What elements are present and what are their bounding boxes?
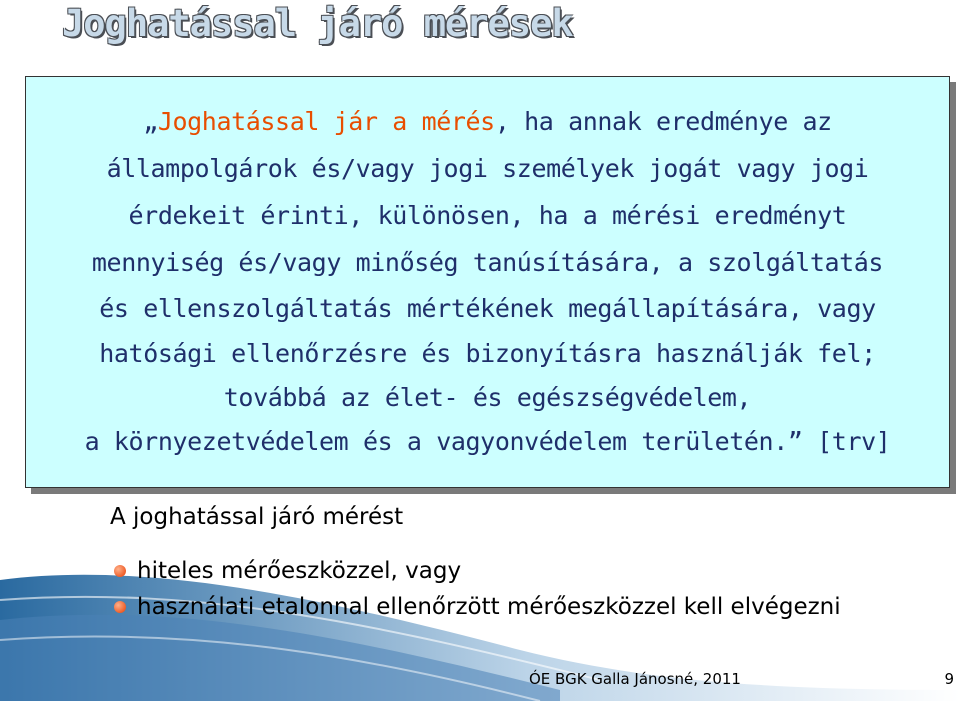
bullet-text: használati etalonnal ellenőrzött mérőeszközzel kell elvégezni [137,594,841,620]
list-item [112,553,841,589]
definition-line: mennyiség és/vagy minőség tanúsítására, a szolgáltatás [91,248,884,277]
definition-line: hatósági ellenőrzésre és bizonyításra használják fel; [99,339,876,368]
definition-rest: , ha annak eredménye az [494,107,832,136]
footer [0,664,960,701]
definition-line: a környezetvédelem és a vagyonvédelem területén.” [trv] [84,427,891,456]
list-item [112,589,841,625]
definition-line [26,107,949,136]
slide-title: Joghatással járó mérések [62,2,573,45]
footer-author: ÓE BGK Galla Jánosné, 2011 [529,670,741,688]
definition-line: és ellenszolgáltatás mértékének megállapítására, vagy [99,294,876,323]
bullet-list [112,553,841,625]
definition-line: érdekeit érinti, különösen, ha a mérési eredményt [128,201,847,230]
bullet-text: hiteles mérőeszközzel, vagy [137,558,462,584]
intro-text: A joghatással járó mérést [110,504,404,530]
definition-line: továbbá az élet- és egészségvédelem, [223,383,752,412]
definition-highlight: Joghatással jár a mérés [157,107,495,136]
page-number: 9 [944,670,954,688]
definition-box [25,76,950,488]
definition-line: állampolgárok és/vagy jogi személyek jogát vagy jogi [106,154,869,183]
bullet-icon [114,601,126,613]
open-quote: „ [143,107,158,136]
bullet-icon [114,565,126,577]
